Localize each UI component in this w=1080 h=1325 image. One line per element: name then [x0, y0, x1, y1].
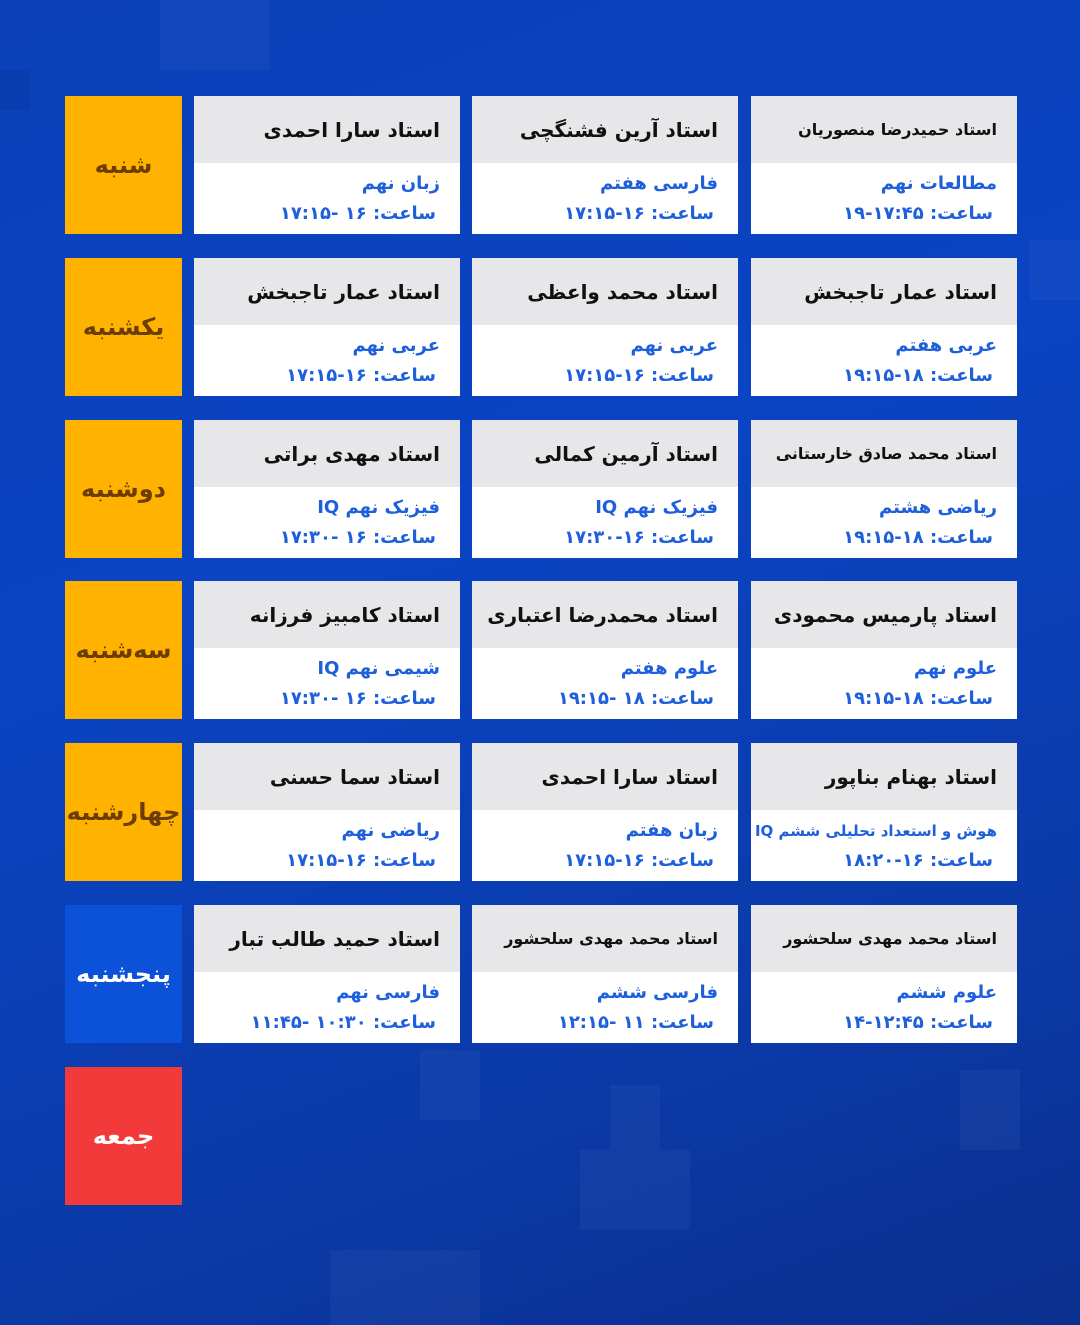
- day-label-sunday: یکشنبه: [65, 258, 182, 396]
- background-shape: [420, 1050, 480, 1120]
- subject: فارسی نهم: [336, 982, 440, 1003]
- teacher-name: استاد حمیدرضا منصوریان: [751, 96, 1017, 163]
- class-card: [194, 905, 460, 1043]
- time: ساعت: ۱۶-۱۷:۱۵: [286, 850, 436, 871]
- class-card: [472, 905, 738, 1043]
- time: ساعت: ۱۸-۱۹:۱۵: [843, 527, 993, 548]
- class-card: [751, 420, 1017, 558]
- background-shape: [580, 1150, 690, 1230]
- time: ساعت: ۱۶-۱۷:۱۵: [286, 365, 436, 386]
- day-label-monday: دوشنبه: [65, 420, 182, 558]
- subject: ریاضی هشتم: [878, 497, 997, 518]
- teacher-name: استاد حمید طالب تبار: [194, 905, 460, 972]
- time: ساعت: ۱۸-۱۹:۱۵: [843, 365, 993, 386]
- class-card: [472, 581, 738, 719]
- class-card: [751, 905, 1017, 1043]
- teacher-name: استاد مهدی براتی: [194, 420, 460, 487]
- subject: علوم ششم: [896, 982, 997, 1003]
- day-label-tuesday: سه‌شنبه: [65, 581, 182, 719]
- subject: فارسی ششم: [596, 982, 718, 1003]
- teacher-name: استاد محمد صادق خارستانی: [751, 420, 1017, 487]
- day-label-wednesday: چهارشنبه: [65, 743, 182, 881]
- time: ساعت: ۱۶-۱۷:۱۵: [564, 365, 714, 386]
- teacher-name: استاد سما حسنی: [194, 743, 460, 810]
- subject: ریاضی نهم: [341, 820, 440, 841]
- teacher-name: استاد بهنام بناپور: [751, 743, 1017, 810]
- teacher-name: استاد محمد مهدی سلحشور: [751, 905, 1017, 972]
- class-card: [194, 420, 460, 558]
- subject: علوم هفتم: [620, 658, 718, 679]
- time: ساعت: ۱۶-۱۷:۳۰: [564, 527, 714, 548]
- class-card: [751, 96, 1017, 234]
- subject: فیزیک نهم IQ: [317, 497, 440, 518]
- teacher-name: استاد سارا احمدی: [194, 96, 460, 163]
- time: ساعت: ۱۸-۱۹:۱۵: [843, 688, 993, 709]
- subject: شیمی نهم IQ: [317, 658, 440, 679]
- time: ساعت: ۱۶ -۱۷:۳۰: [279, 688, 436, 709]
- day-label-thursday: پنجشنبه: [65, 905, 182, 1043]
- class-card: [472, 258, 738, 396]
- day-label-friday: جمعه: [65, 1067, 182, 1205]
- background-shape: [160, 0, 270, 70]
- time: ساعت: ۱۶ -۱۷:۱۵: [279, 203, 436, 224]
- class-card: [751, 581, 1017, 719]
- day-label-saturday: شنبه: [65, 96, 182, 234]
- time: ساعت: ۱۰:۳۰ -۱۱:۴۵: [250, 1012, 436, 1033]
- subject: مطالعات نهم: [880, 173, 997, 194]
- time: ساعت: ۱۷:۴۵-۱۹: [843, 203, 993, 224]
- teacher-name: استاد محمدرضا اعتباری: [472, 581, 738, 648]
- subject: عربی هفتم: [895, 335, 997, 356]
- subject: هوش و استعداد تحلیلی ششم IQ: [754, 822, 997, 840]
- class-card: [751, 743, 1017, 881]
- background-shape: [0, 70, 30, 110]
- class-card: [194, 258, 460, 396]
- time: ساعت: ۱۱ -۱۲:۱۵: [557, 1012, 714, 1033]
- teacher-name: استاد عمار تاجبخش: [194, 258, 460, 325]
- time: ساعت: ۱۶-۱۷:۱۵: [564, 850, 714, 871]
- class-card: [194, 96, 460, 234]
- subject: عربی نهم: [630, 335, 718, 356]
- teacher-name: استاد محمد مهدی سلحشور: [472, 905, 738, 972]
- teacher-name: استاد آرین فشنگچی: [472, 96, 738, 163]
- class-card: [472, 96, 738, 234]
- teacher-name: استاد سارا احمدی: [472, 743, 738, 810]
- background-shape: [610, 1085, 660, 1150]
- teacher-name: استاد محمد واعظی: [472, 258, 738, 325]
- subject: علوم نهم: [913, 658, 997, 679]
- subject: فارسی هفتم: [600, 173, 718, 194]
- subject: زبان هفتم: [625, 820, 718, 841]
- teacher-name: استاد عمار تاجبخش: [751, 258, 1017, 325]
- time: ساعت: ۱۶-۱۷:۱۵: [564, 203, 714, 224]
- time: ساعت: ۱۶-۱۸:۲۰: [843, 850, 993, 871]
- class-card: [194, 581, 460, 719]
- teacher-name: استاد پارمیس محمودی: [751, 581, 1017, 648]
- time: ساعت: ۱۸ -۱۹:۱۵: [557, 688, 714, 709]
- background-shape: [330, 1250, 480, 1325]
- time: ساعت: ۱۲:۴۵-۱۴: [843, 1012, 993, 1033]
- subject: زبان نهم: [361, 173, 440, 194]
- time: ساعت: ۱۶ -۱۷:۳۰: [279, 527, 436, 548]
- class-card: [751, 258, 1017, 396]
- background-shape: [960, 1070, 1020, 1150]
- teacher-name: استاد کامبیز فرزانه: [194, 581, 460, 648]
- class-card: [472, 420, 738, 558]
- teacher-name: استاد آرمین کمالی: [472, 420, 738, 487]
- class-card: [194, 743, 460, 881]
- background-shape: [1030, 240, 1080, 300]
- subject: فیزیک نهم IQ: [595, 497, 718, 518]
- class-card: [472, 743, 738, 881]
- subject: عربی نهم: [352, 335, 440, 356]
